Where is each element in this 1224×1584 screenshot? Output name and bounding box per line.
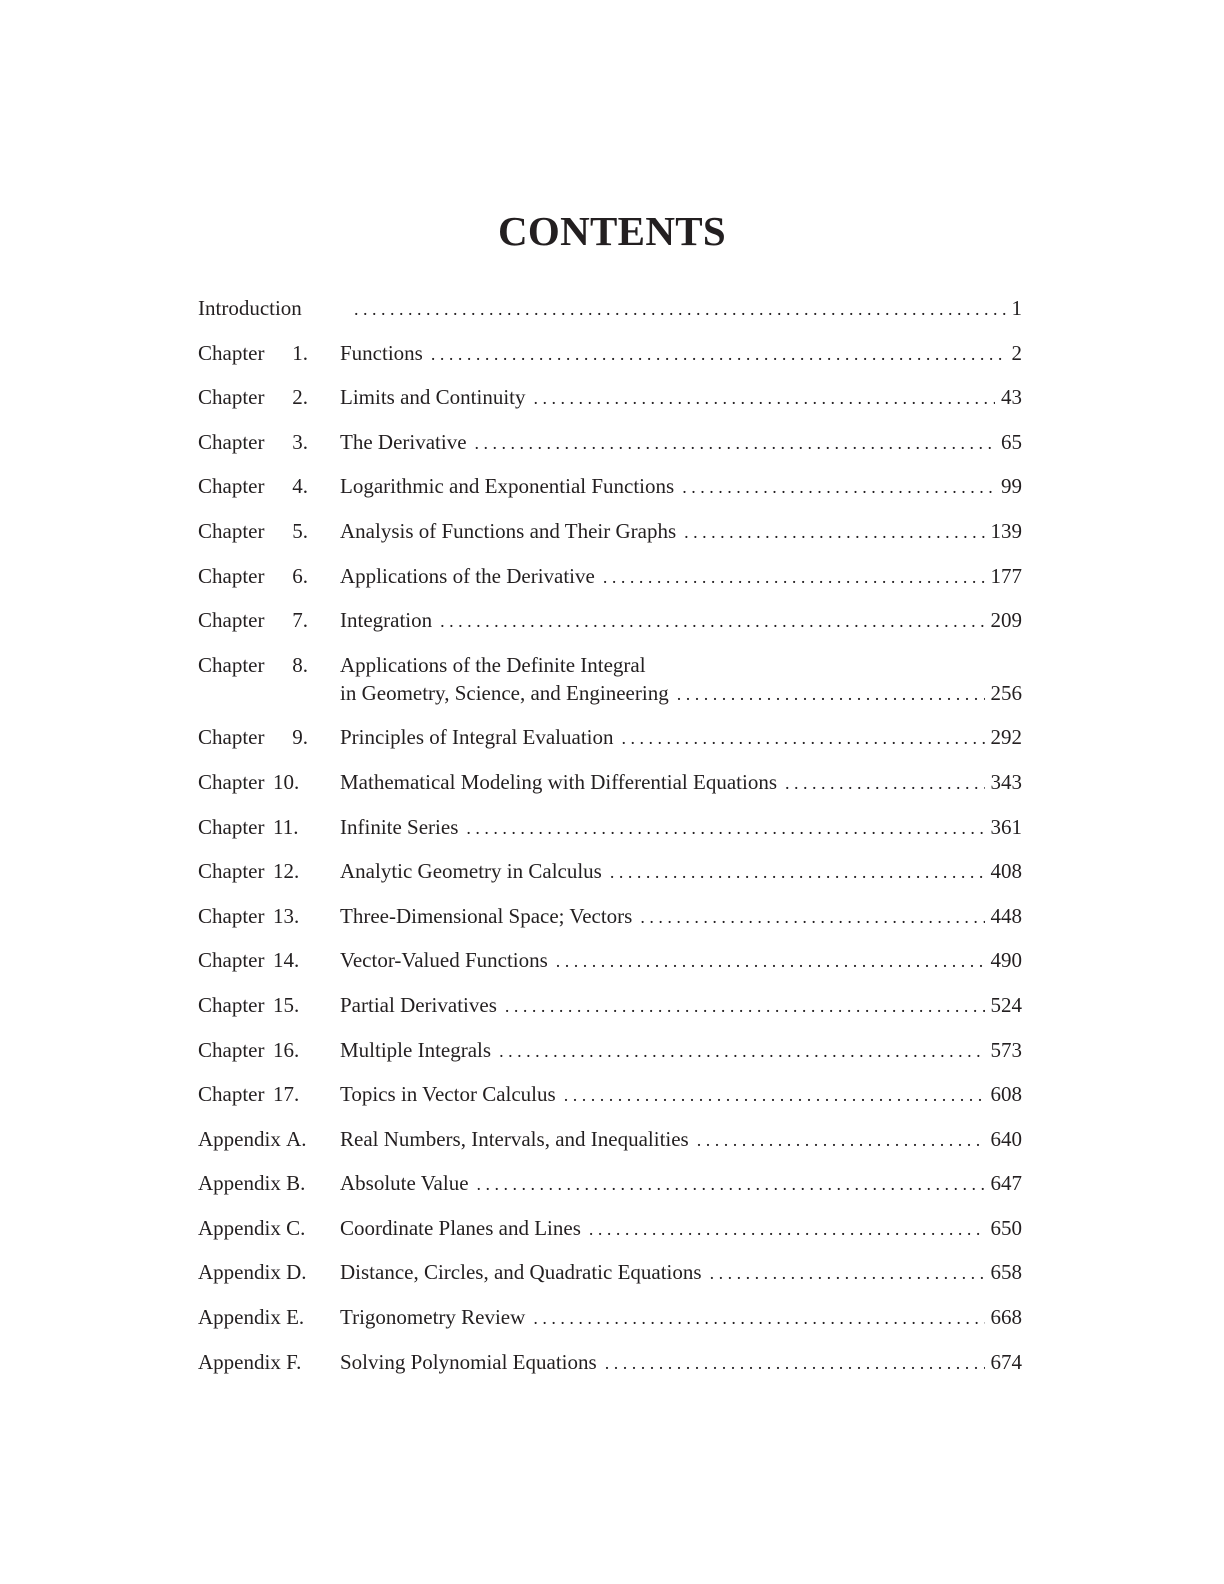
entry-label [198, 1214, 340, 1242]
entry-title: Three-Dimensional Space; Vectors [340, 903, 633, 928]
entry-body [340, 946, 1022, 975]
entry-number: 5. [292, 518, 308, 543]
entry-kind: Chapter [198, 814, 265, 839]
entry-line [340, 813, 1022, 842]
entry-body [340, 1080, 1022, 1109]
entry-line [340, 991, 1022, 1020]
page-title: CONTENTS [498, 208, 726, 254]
entry-body [340, 651, 1022, 708]
entry-line [340, 1258, 1022, 1287]
entry-number: 13. [273, 903, 300, 928]
entry-line [340, 1125, 1022, 1154]
entry-title: Solving Polynomial Equations [340, 1349, 597, 1374]
entry-label [198, 1169, 340, 1197]
dot-leader [640, 903, 984, 931]
entry-line [340, 383, 1022, 412]
entry-body [340, 1348, 1022, 1377]
toc-entry-chapter-13[interactable] [198, 902, 1022, 931]
entry-number: B. [286, 1171, 306, 1196]
entry-kind: Chapter [198, 563, 265, 588]
entry-line [340, 768, 1022, 797]
entry-kind: Appendix [198, 1126, 281, 1151]
entry-title: Partial Derivatives [340, 992, 497, 1017]
entry-label [198, 562, 340, 590]
page-number: 573 [990, 1037, 1022, 1062]
dot-leader [610, 858, 985, 886]
page-number: 608 [990, 1082, 1022, 1107]
entry-body [340, 294, 1022, 323]
entry-title: Applications of the Definite Integral [340, 652, 646, 677]
entry-body [340, 902, 1022, 931]
entry-label [198, 1303, 340, 1331]
entry-line [340, 946, 1022, 975]
entry-kind: Chapter [198, 518, 265, 543]
entry-title: Infinite Series [340, 814, 459, 839]
entry-title: Logarithmic and Exponential Functions [340, 474, 675, 499]
page-number: 490 [990, 948, 1022, 973]
page-number: 343 [990, 769, 1022, 794]
toc-entry-appendix-f[interactable] [198, 1348, 1022, 1377]
entry-line [340, 651, 1022, 679]
entry-label [198, 1036, 340, 1064]
entry-line-continued [340, 679, 1022, 708]
page-number: 448 [990, 903, 1022, 928]
entry-body [340, 768, 1022, 797]
entry-label [198, 1125, 340, 1153]
entry-title: Coordinate Planes and Lines [340, 1215, 581, 1240]
entry-line [340, 1169, 1022, 1198]
toc-entry-chapter-7[interactable] [198, 606, 1022, 635]
entry-kind: Chapter [198, 1037, 265, 1062]
entry-number: 4. [292, 474, 308, 499]
entry-number: 17. [273, 1082, 300, 1107]
dot-leader [431, 340, 1006, 368]
entry-title: Multiple Integrals [340, 1037, 492, 1062]
entry-body [340, 1125, 1022, 1154]
toc-entry-chapter-6[interactable] [198, 562, 1022, 591]
entry-title: Vector-Valued Functions [340, 948, 548, 973]
page-number: 177 [990, 563, 1022, 588]
entry-line [340, 1080, 1022, 1109]
entry-number: 14. [273, 948, 300, 973]
page-number: 361 [990, 814, 1022, 839]
entry-body [340, 1303, 1022, 1332]
entry-number: 9. [292, 725, 308, 750]
entry-body [340, 1214, 1022, 1243]
entry-title: Principles of Integral Evaluation [340, 725, 614, 750]
page-number: 43 [1001, 385, 1022, 410]
entry-label [198, 1258, 340, 1286]
entry-number: 16. [273, 1037, 300, 1062]
entry-line [340, 517, 1022, 546]
toc-entry-chapter-16[interactable] [198, 1036, 1022, 1065]
entry-number: E. [286, 1305, 305, 1330]
entry-number: 10. [273, 769, 300, 794]
entry-kind: Introduction [198, 296, 302, 320]
entry-body [340, 1258, 1022, 1287]
dot-leader [622, 724, 985, 752]
entry-kind: Appendix [198, 1260, 281, 1285]
entry-label [198, 383, 340, 411]
entry-label [198, 723, 340, 751]
dot-leader [605, 1349, 985, 1377]
entry-body [340, 606, 1022, 635]
entry-label [198, 294, 340, 322]
toc-entry-appendix-c[interactable] [198, 1214, 1022, 1243]
dot-leader [697, 1126, 985, 1154]
page-number: 256 [990, 680, 1022, 705]
entry-body [340, 1036, 1022, 1065]
entry-number: 8. [292, 652, 308, 677]
dot-leader [505, 992, 985, 1020]
entry-title: Distance, Circles, and Quadratic Equations [340, 1260, 702, 1285]
entry-line [340, 1303, 1022, 1332]
toc-entry-chapter-10[interactable] [198, 768, 1022, 797]
entry-title-continued: in Geometry, Science, and Engineering [340, 680, 669, 705]
toc-entry-chapter-4[interactable] [198, 472, 1022, 501]
entry-title: Mathematical Modeling with Differential Equations [340, 769, 778, 794]
entry-body [340, 339, 1022, 368]
dot-leader [533, 1304, 984, 1332]
entry-line [340, 562, 1022, 591]
entry-kind: Chapter [198, 652, 265, 677]
dot-leader [534, 384, 995, 412]
dot-leader [354, 295, 1006, 323]
entry-title: Functions [340, 340, 423, 365]
entry-line [340, 857, 1022, 886]
entry-label [198, 428, 340, 456]
dot-leader [589, 1215, 985, 1243]
entry-body [340, 1169, 1022, 1198]
entry-kind: Chapter [198, 859, 265, 884]
entry-line [340, 294, 1022, 323]
entry-title: Trigonometry Review [340, 1305, 526, 1330]
dot-leader [556, 947, 985, 975]
entry-body [340, 723, 1022, 752]
entry-title: Limits and Continuity [340, 385, 526, 410]
dot-leader [440, 607, 984, 635]
page-number: 139 [990, 518, 1022, 543]
entry-body [340, 472, 1022, 501]
dot-leader [677, 680, 985, 708]
entry-line [340, 606, 1022, 635]
page-number: 209 [990, 608, 1022, 633]
entry-body [340, 428, 1022, 457]
entry-label [198, 813, 340, 841]
table-of-contents [198, 294, 1022, 1392]
entry-number: F. [286, 1349, 302, 1374]
entry-body [340, 517, 1022, 546]
page-number: 674 [990, 1349, 1022, 1374]
entry-kind: Chapter [198, 992, 265, 1017]
toc-entry-chapter-1[interactable] [198, 339, 1022, 368]
page-number: 650 [990, 1215, 1022, 1240]
entry-kind: Chapter [198, 608, 265, 633]
entry-label [198, 991, 340, 1019]
page-number: 2 [1011, 340, 1022, 365]
entry-kind: Chapter [198, 385, 265, 410]
entry-label [198, 857, 340, 885]
entry-title: Analytic Geometry in Calculus [340, 859, 602, 884]
entry-line [340, 1214, 1022, 1243]
entry-label [198, 472, 340, 500]
entry-kind: Chapter [198, 725, 265, 750]
toc-entry-chapter-11[interactable] [198, 813, 1022, 842]
page-number: 647 [990, 1171, 1022, 1196]
entry-body [340, 857, 1022, 886]
toc-entry-introduction[interactable] [198, 294, 1022, 323]
entry-kind: Chapter [198, 903, 265, 928]
entry-kind: Appendix [198, 1215, 281, 1240]
entry-number: 7. [292, 608, 308, 633]
entry-line [340, 1348, 1022, 1377]
toc-entry-chapter-3[interactable] [198, 428, 1022, 457]
entry-title: Analysis of Functions and Their Graphs [340, 518, 677, 543]
entry-kind: Chapter [198, 948, 265, 973]
entry-number: 15. [273, 992, 300, 1017]
entry-kind: Chapter [198, 1082, 265, 1107]
toc-entry-chapter-2[interactable] [198, 383, 1022, 412]
entry-line [340, 472, 1022, 501]
page-number: 668 [990, 1305, 1022, 1330]
toc-entry-appendix-b[interactable] [198, 1169, 1022, 1198]
entry-kind: Chapter [198, 474, 265, 499]
entry-kind: Chapter [198, 769, 265, 794]
toc-entry-chapter-8[interactable] [198, 651, 1022, 708]
entry-body [340, 991, 1022, 1020]
entry-number: 1. [292, 340, 308, 365]
page-number: 1 [1011, 296, 1022, 320]
entry-number: 12. [273, 859, 300, 884]
page-number: 524 [990, 992, 1022, 1017]
toc-entry-appendix-d[interactable] [198, 1258, 1022, 1287]
dot-leader [684, 518, 984, 546]
entry-title: Applications of the Derivative [340, 563, 595, 588]
entry-label [198, 946, 340, 974]
toc-entry-chapter-14[interactable] [198, 946, 1022, 975]
toc-entry-chapter-15[interactable] [198, 991, 1022, 1020]
entry-label [198, 1080, 340, 1108]
dot-leader [682, 473, 995, 501]
entry-line [340, 902, 1022, 931]
entry-number: 3. [292, 429, 308, 454]
entry-kind: Chapter [198, 429, 265, 454]
dot-leader [603, 563, 985, 591]
entry-line [340, 1036, 1022, 1065]
page-number: 640 [990, 1126, 1022, 1151]
dot-leader [499, 1037, 984, 1065]
dot-leader [466, 814, 984, 842]
entry-title: Absolute Value [340, 1171, 469, 1196]
entry-body [340, 562, 1022, 591]
page-number: 99 [1001, 474, 1022, 499]
entry-label [198, 606, 340, 634]
toc-entry-chapter-9[interactable] [198, 723, 1022, 752]
entry-line [340, 339, 1022, 368]
toc-entry-appendix-a[interactable] [198, 1125, 1022, 1154]
entry-number: A. [286, 1126, 307, 1151]
entry-title: Integration [340, 608, 433, 633]
page-number: 658 [990, 1260, 1022, 1285]
entry-number: C. [286, 1215, 306, 1240]
entry-title: Topics in Vector Calculus [340, 1082, 556, 1107]
entry-label [198, 339, 340, 367]
entry-kind: Appendix [198, 1349, 281, 1374]
dot-leader [477, 1170, 985, 1198]
entry-body [340, 383, 1022, 412]
dot-leader [475, 429, 995, 457]
dot-leader [710, 1259, 985, 1287]
dot-leader [785, 769, 984, 797]
entry-label [198, 517, 340, 545]
entry-number: 11. [273, 814, 299, 839]
entry-title: Real Numbers, Intervals, and Inequalities [340, 1126, 689, 1151]
entry-label [198, 902, 340, 930]
page-number: 292 [990, 725, 1022, 750]
page-number: 65 [1001, 429, 1022, 454]
entry-label [198, 651, 340, 679]
entry-body [340, 813, 1022, 842]
entry-number: 2. [292, 385, 308, 410]
entry-kind: Chapter [198, 340, 265, 365]
entry-label [198, 768, 340, 796]
toc-entry-chapter-12[interactable] [198, 857, 1022, 886]
entry-number: 6. [292, 563, 308, 588]
page-number: 408 [990, 859, 1022, 884]
toc-entry-chapter-17[interactable] [198, 1080, 1022, 1109]
toc-entry-appendix-e[interactable] [198, 1303, 1022, 1332]
entry-title: The Derivative [340, 429, 467, 454]
entry-line [340, 428, 1022, 457]
entry-label [198, 1348, 340, 1376]
entry-kind: Appendix [198, 1171, 281, 1196]
dot-leader [564, 1081, 985, 1109]
toc-entry-chapter-5[interactable] [198, 517, 1022, 546]
entry-kind: Appendix [198, 1305, 281, 1330]
entry-line [340, 723, 1022, 752]
entry-number: D. [286, 1260, 307, 1285]
